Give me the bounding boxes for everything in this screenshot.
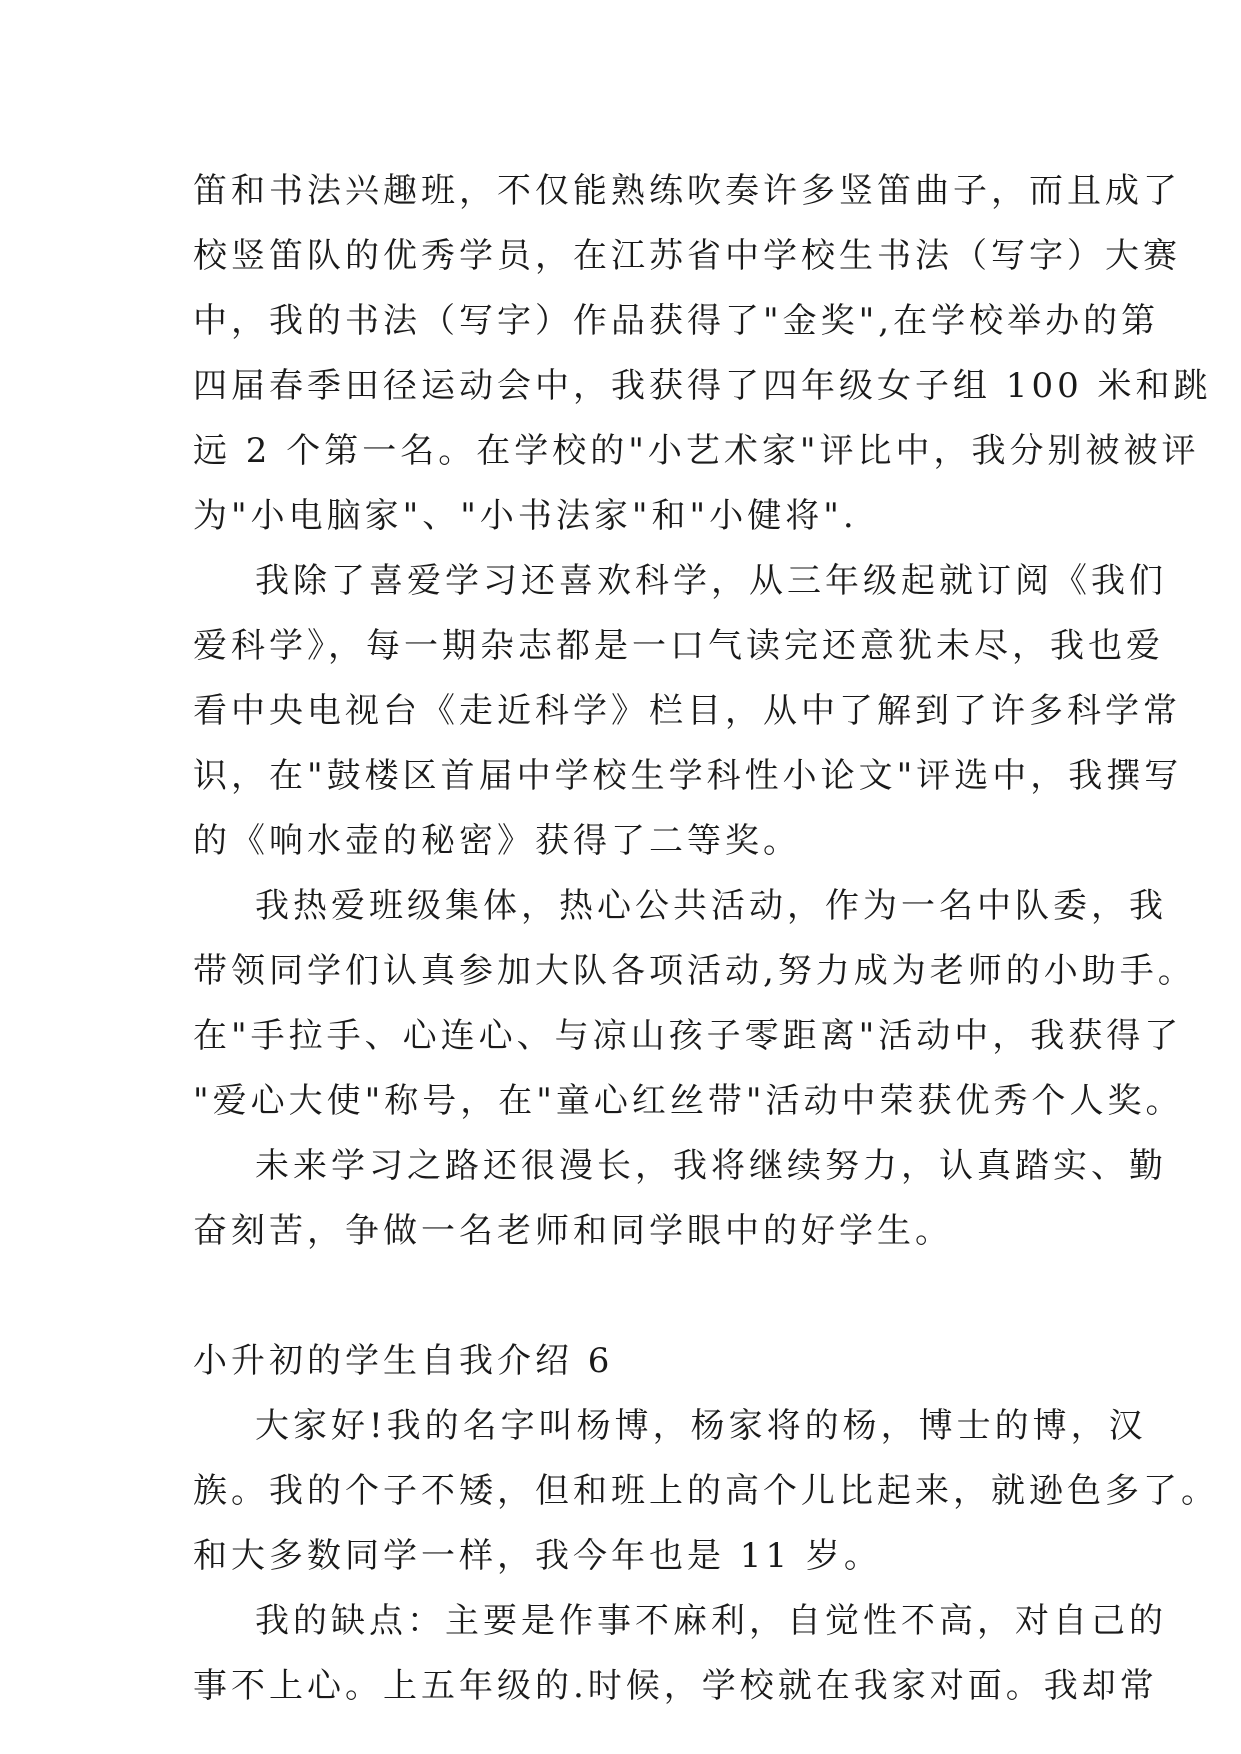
paragraph-start-line: 大家好!我的名字叫杨博，杨家将的杨，博士的博，汉 xyxy=(255,1406,1147,1446)
text-line: 族。我的个子不矮，但和班上的高个儿比起来，就逊色多了。 xyxy=(193,1471,1219,1511)
text-line: 的《响水壶的秘密》获得了二等奖。 xyxy=(193,821,801,861)
text-line: 事不上心。上五年级的.时候，学校就在我家对面。我却常 xyxy=(193,1666,1158,1706)
text-line: 识，在"鼓楼区首届中学校生学科性小论文"评选中，我撰写 xyxy=(193,756,1183,796)
paragraph-gap xyxy=(193,1264,1053,1329)
text-line: 和大多数同学一样，我今年也是 11 岁。 xyxy=(193,1536,882,1576)
text-line: 在"手拉手、心连心、与凉山孩子零距离"活动中，我获得了 xyxy=(193,1016,1183,1056)
text-line: "爱心大使"称号，在"童心红丝带"活动中荣获优秀个人奖。 xyxy=(193,1081,1184,1121)
paragraph-start-line: 我除了喜爱学习还喜欢科学，从三年级起就订阅《我们 xyxy=(255,561,1167,601)
text-line: 爱科学》，每一期杂志都是一口气读完还意犹未尽，我也爱 xyxy=(193,626,1164,666)
text-line: 校竖笛队的优秀学员，在江苏省中学校生书法（写字）大赛 xyxy=(193,236,1181,276)
text-line: 笛和书法兴趣班，不仅能熟练吹奏许多竖笛曲子，而且成了 xyxy=(193,171,1181,211)
text-line: 远 2 个第一名。在学校的"小艺术家"评比中，我分别被被评 xyxy=(193,431,1200,471)
text-line: 带领同学们认真参加大队各项活动,努力成为老师的小助手。 xyxy=(193,951,1196,991)
section-heading: 小升初的学生自我介绍 6 xyxy=(193,1341,614,1381)
text-line: 中，我的书法（写字）作品获得了"金奖",在学校举办的第 xyxy=(193,301,1160,341)
text-line: 奋刻苦，争做一名老师和同学眼中的好学生。 xyxy=(193,1211,953,1251)
text-line: 四届春季田径运动会中，我获得了四年级女子组 100 米和跳 xyxy=(193,366,1212,406)
document-body xyxy=(193,159,1219,1719)
paragraph-start-line: 我的缺点：主要是作事不麻利，自觉性不高，对自己的 xyxy=(255,1601,1167,1641)
text-line: 为"小电脑家"、"小书法家"和"小健将". xyxy=(193,496,858,536)
paragraph-start-line: 我热爱班级集体，热心公共活动，作为一名中队委，我 xyxy=(255,886,1167,926)
text-line: 看中央电视台《走近科学》栏目，从中了解到了许多科学常 xyxy=(193,691,1181,731)
paragraph-start-line: 未来学习之路还很漫长，我将继续努力，认真踏实、勤 xyxy=(255,1146,1167,1186)
